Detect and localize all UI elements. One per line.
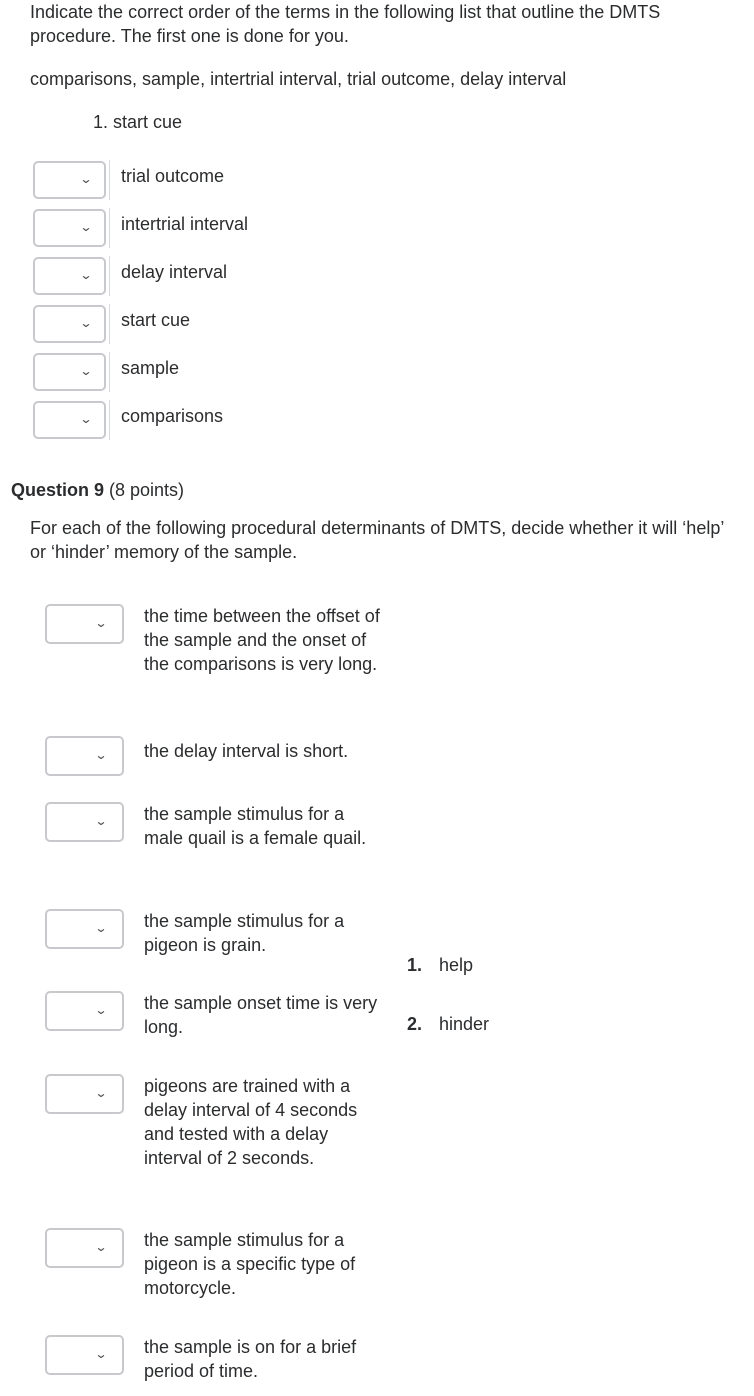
ordering-label: start cue <box>121 310 191 330</box>
match-select[interactable] <box>45 802 124 842</box>
question9-description: For each of the following procedural determinants of DMTS, decide whether it will ‘help’ or ‘hinder’ memory of the sample. <box>30 518 724 562</box>
question9-title <box>11 478 184 502</box>
chevron-down-icon: ⌄ <box>94 1347 108 1361</box>
order-select[interactable] <box>33 305 106 343</box>
determinant-item: the delay interval is short. <box>144 741 349 761</box>
question-number: Question 9 <box>11 480 105 500</box>
ordering-label: sample <box>121 358 180 378</box>
chevron-down-icon: ⌄ <box>79 172 93 186</box>
option-help <box>407 953 473 977</box>
ordering-label: delay interval <box>121 262 228 282</box>
match-select[interactable] <box>45 604 124 644</box>
match-select[interactable] <box>45 1228 124 1268</box>
determinant-item: the sample is on for a brief period of time. <box>144 1337 357 1381</box>
determinant-item: the time between the offset of the sample and the onset of the comparisons is very long. <box>144 606 380 674</box>
determinant-item: the sample stimulus for a pigeon is a specific type of motorcycle. <box>144 1230 356 1298</box>
match-select[interactable] <box>45 1335 124 1375</box>
order-select[interactable] <box>33 353 106 391</box>
chevron-down-icon: ⌄ <box>94 814 108 828</box>
match-select[interactable] <box>45 1074 124 1114</box>
option-hinder <box>407 1012 489 1036</box>
row-divider <box>109 304 110 344</box>
chevron-down-icon: ⌄ <box>79 268 93 282</box>
order-select[interactable] <box>33 257 106 295</box>
option-label: help <box>439 955 474 975</box>
match-select[interactable] <box>45 991 124 1031</box>
chevron-down-icon: ⌄ <box>94 1003 108 1017</box>
ordering-label: trial outcome <box>121 166 225 186</box>
determinant-item: the sample stimulus for a pigeon is grain. <box>144 911 345 955</box>
option-number: 2. <box>407 1014 423 1034</box>
chevron-down-icon: ⌄ <box>79 316 93 330</box>
match-select[interactable] <box>45 736 124 776</box>
determinant-item: pigeons are trained with a delay interval of 4 seconds and tested with a delay interval of 2 seconds. <box>144 1076 358 1168</box>
chevron-down-icon: ⌄ <box>94 921 108 935</box>
option-label: hinder <box>439 1014 490 1034</box>
ordering-label: comparisons <box>121 406 224 426</box>
row-divider <box>109 400 110 440</box>
chevron-down-icon: ⌄ <box>79 220 93 234</box>
row-divider <box>109 256 110 296</box>
chevron-down-icon: ⌄ <box>79 412 93 426</box>
question8-instruction: Indicate the correct order of the terms in the following list that outline the DMTS procedure. The first one is done for you. <box>30 2 661 46</box>
ordering-label: intertrial interval <box>121 214 249 234</box>
determinant-item: the sample stimulus for a male quail is a female quail. <box>144 804 367 848</box>
chevron-down-icon: ⌄ <box>94 616 108 630</box>
question-points: (8 points) <box>104 480 185 500</box>
match-select[interactable] <box>45 909 124 949</box>
determinant-item: the sample onset time is very long. <box>144 993 378 1037</box>
chevron-down-icon: ⌄ <box>94 1240 108 1254</box>
chevron-down-icon: ⌄ <box>79 364 93 378</box>
order-select[interactable] <box>33 161 106 199</box>
order-select[interactable] <box>33 209 106 247</box>
row-divider <box>109 160 110 200</box>
order-select[interactable] <box>33 401 106 439</box>
option-number: 1. <box>407 955 423 975</box>
row-divider <box>109 352 110 392</box>
first-item: 1. start cue <box>93 112 183 132</box>
chevron-down-icon: ⌄ <box>94 748 108 762</box>
terms-list: comparisons, sample, intertrial interval, trial outcome, delay interval <box>30 69 567 89</box>
row-divider <box>109 208 110 248</box>
chevron-down-icon: ⌄ <box>94 1086 108 1100</box>
